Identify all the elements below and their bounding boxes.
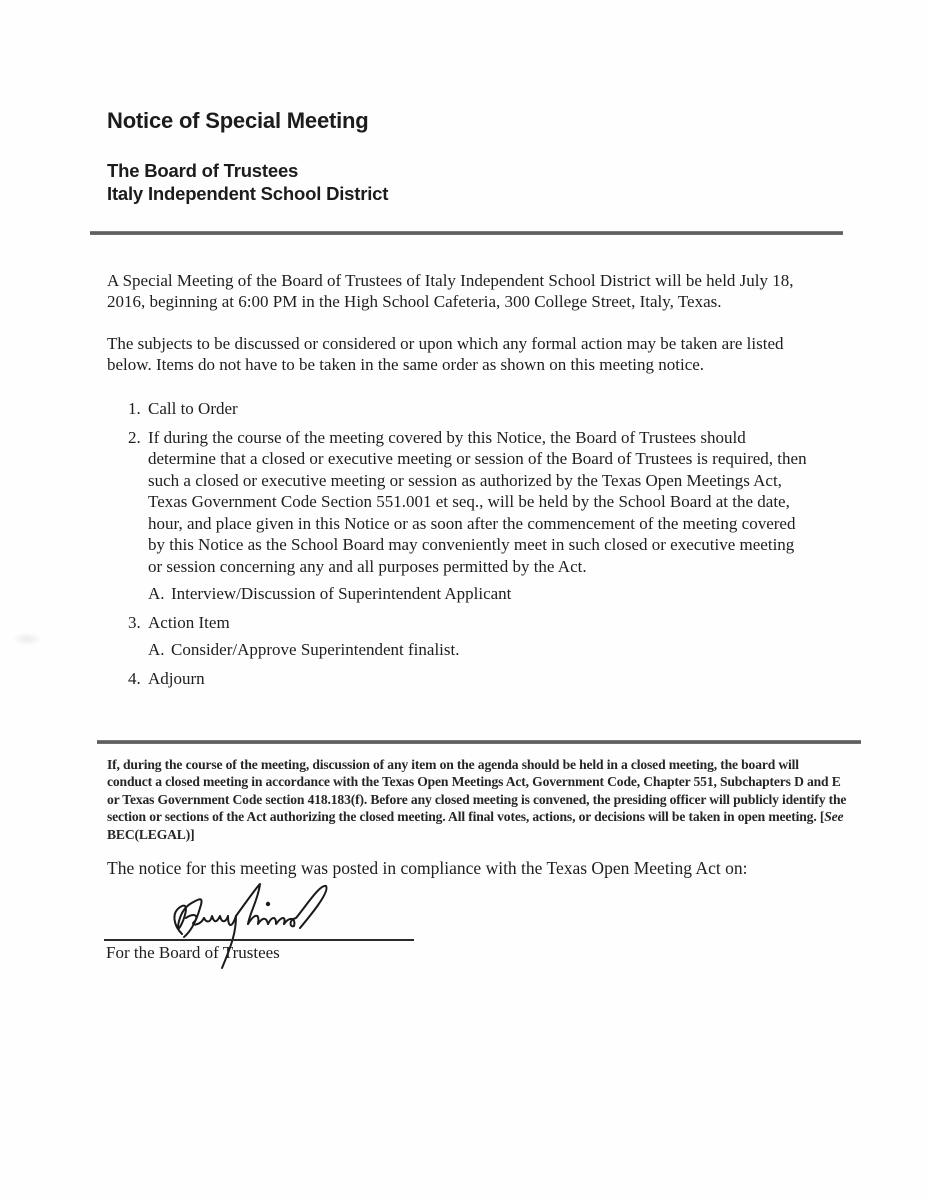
agenda-subitem-approve-finalist [148,639,807,661]
header-divider [90,231,843,235]
subjects-paragraph: The subjects to be discussed or considered or upon which any formal action may be taken are listed below. Items do not have to be taken in the same order as shown on this meeting notice. [107,334,784,374]
agenda-item-text: If during the course of the meeting covered by this Notice, the Board of Trustees should determine that a closed or executive meeting or session of the Board of Trustees is required, then such a closed or executive meeting or session as authorized by the Texas Open Meetings Act, Texas Government Code Section 551.001 et seq., will be held by the School Board at the date, hour, and place given in this Notice or as soon after the commencement of the meeting covered by this Notice as the School Board may conveniently meet in such closed or executive meeting or session concerning any and all purposes permitted by the Act. [148,427,807,576]
agenda-subitem-interview [148,583,807,605]
agenda-item-adjourn [107,668,807,690]
signature-line [104,939,414,941]
agenda-item-text: Adjourn [148,668,205,688]
footnote-legal-reference: BEC(LEGAL)] [107,826,195,842]
agenda-subitem-text: Interview/Discussion of Superintendent Applicant [171,584,512,603]
footnote-text: If, during the course of the meeting, discussion of any item on the agenda should be held in a closed meeting, the board will conduct a closed meeting in accordance with the Texas Open Meetings Act, Government Code, Chapter 551, Subchapters D and E or Texas Government Code section 418.183(f). Before any closed meeting is convened, the presiding officer will publicly identify the section or sections of the Act authorizing the closed meeting. All final votes, actions, or decisions will be taken in open meeting. [ [107,757,847,825]
scan-artifact [12,632,42,646]
agenda-list [107,398,807,696]
agenda-item-number: 2. [128,427,141,447]
footnote-see-italic: See [824,809,844,825]
organization-heading [107,159,388,205]
posting-statement: The notice for this meeting was posted in compliance with the Texas Open Meeting Act on: [107,858,748,878]
agenda-item-closed-session [107,427,807,605]
agenda-item-action-item [107,612,807,661]
agenda-item-number: 1. [128,399,141,418]
agenda-subitem-letter: A. [148,584,165,603]
agenda-item-number: 3. [128,612,141,632]
agenda-subitem-letter: A. [148,640,165,659]
agenda-subitem-text: Consider/Approve Superintendent finalist. [171,640,460,659]
page-title: Notice of Special Meeting [107,108,369,133]
meeting-announcement-paragraph: A Special Meeting of the Board of Trustees of Italy Independent School District will be held July 18, 2016, beginning at 6:00 PM in the High School Cafeteria, 300 College Street, Italy, Texas. [107,271,794,311]
agenda-item-text: Action Item [148,612,230,632]
agenda-item-call-to-order [107,398,807,420]
closed-meeting-footnote [107,756,847,843]
board-name: The Board of Trustees [107,160,299,181]
agenda-item-text: Call to Order [148,399,238,418]
footnote-divider [97,740,861,744]
agenda-item-number: 4. [128,668,141,688]
signature-label: For the Board of Trustees [106,943,280,962]
district-name: Italy Independent School District [107,183,389,204]
